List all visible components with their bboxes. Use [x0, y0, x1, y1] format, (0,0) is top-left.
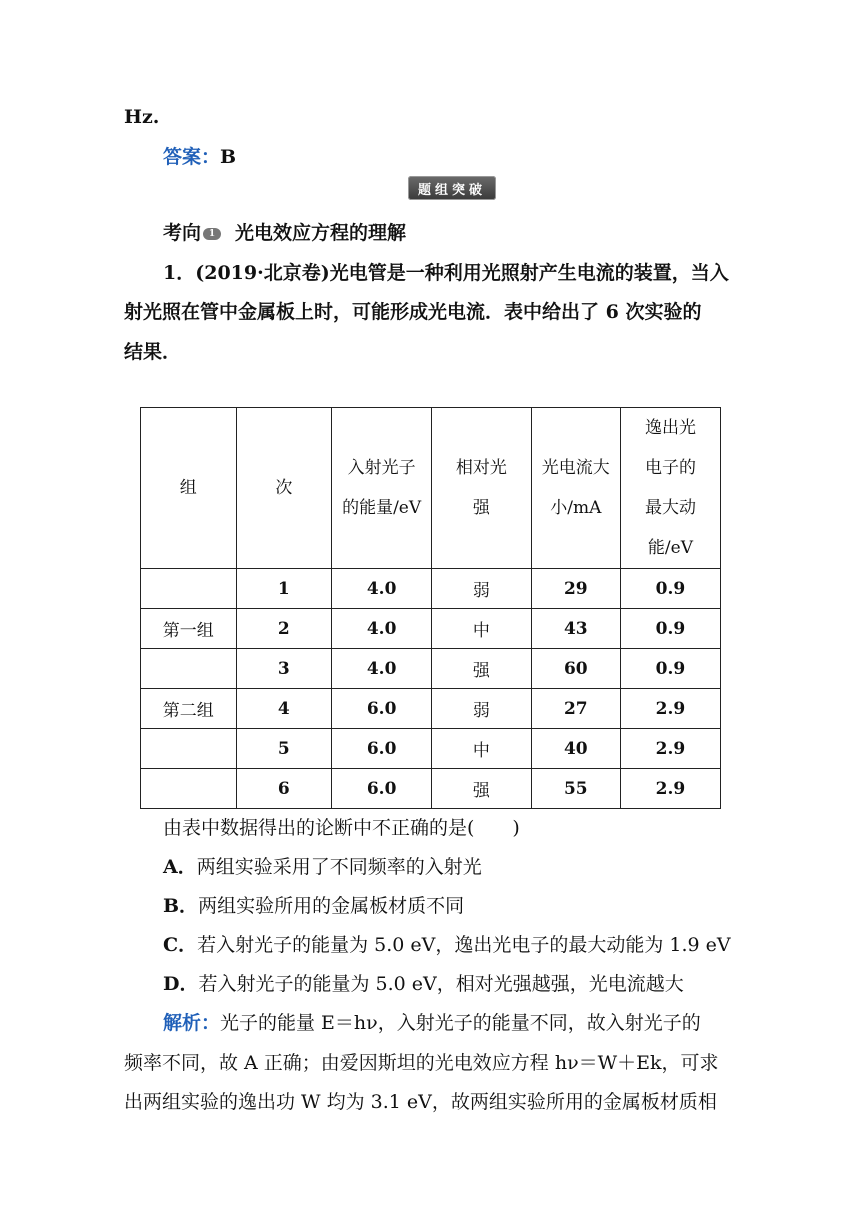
table-cell: 3 — [236, 649, 332, 689]
table-cell: 强 — [432, 649, 532, 689]
table-header-cell: 入射光子 的能量/eV — [332, 408, 432, 569]
intro-hz: Hz. — [124, 106, 160, 128]
table-cell: 40 — [531, 729, 620, 769]
table-cell: 弱 — [432, 689, 532, 729]
table-cell: 43 — [531, 609, 620, 649]
option-label: A． — [163, 856, 197, 878]
table-row — [141, 569, 721, 609]
table-cell: 4 — [236, 689, 332, 729]
table-header-cell: 光电流大 小/mA — [531, 408, 620, 569]
table-cell: 0.9 — [620, 649, 720, 689]
table-cell: 2 — [236, 609, 332, 649]
option-b — [163, 891, 464, 918]
table-cell — [141, 729, 237, 769]
topic-heading — [163, 218, 406, 245]
table-row — [141, 729, 721, 769]
table-header-cell: 组 — [141, 408, 237, 569]
table-cell — [141, 649, 237, 689]
table-cell: 中 — [432, 609, 532, 649]
table-cell: 中 — [432, 729, 532, 769]
table-cell: 6.0 — [332, 689, 432, 729]
table-header-cell: 次 — [236, 408, 332, 569]
question-line-3: 结果． — [124, 341, 182, 363]
table-row — [141, 689, 721, 729]
table-cell: 0.9 — [620, 569, 720, 609]
table-cell: 6.0 — [332, 729, 432, 769]
table-cell: 55 — [531, 769, 620, 809]
option-text: 若入射光子的能量为 5.0 eV，逸出光电子的最大动能为 1.9 eV — [197, 934, 731, 956]
table-cell: 5 — [236, 729, 332, 769]
table-cell: 2.9 — [620, 769, 720, 809]
topic-prefix: 考向 — [163, 222, 202, 244]
option-label: C． — [163, 934, 198, 956]
analysis-line-2: 频率不同，故 A 正确；由爱因斯坦的光电效应方程 hν＝W＋Ek，可求 — [124, 1052, 719, 1074]
answer-value: B — [220, 146, 237, 168]
table-header-cell: 逸出光 电子的 最大动 能/eV — [620, 408, 720, 569]
table-cell: 2.9 — [620, 729, 720, 769]
table-cell: 2.9 — [620, 689, 720, 729]
table-cell: 0.9 — [620, 609, 720, 649]
table-row — [141, 649, 721, 689]
table-header-cell: 相对光 强 — [432, 408, 532, 569]
question-source: (2019·北京卷) — [195, 262, 330, 284]
table-cell: 4.0 — [332, 649, 432, 689]
table-cell: 弱 — [432, 569, 532, 609]
section-badge: 题组突破 — [408, 176, 496, 200]
question-number: 1． — [163, 262, 196, 284]
table-row — [141, 769, 721, 809]
question-text-1: 光电管是一种利用光照射产生电流的装置，当入 — [329, 262, 729, 284]
question-stem: 由表中数据得出的论断中不正确的是( ) — [163, 817, 520, 839]
analysis-label: 解析： — [163, 1012, 221, 1034]
option-label: D． — [163, 973, 199, 995]
analysis-text-1: 光子的能量 E＝hν，入射光子的能量不同，故入射光子的 — [220, 1012, 701, 1034]
option-text: 若入射光子的能量为 5.0 eV，相对光强越强，光电流越大 — [198, 973, 684, 995]
option-text: 两组实验所用的金属板材质不同 — [198, 895, 465, 917]
table-cell: 6 — [236, 769, 332, 809]
topic-number-badge: 1 — [203, 228, 221, 240]
answer-line — [163, 142, 236, 169]
question-line-2: 射光照在管中金属板上时，可能形成光电流．表中给出了 6 次实验的 — [124, 301, 702, 323]
option-label: B． — [163, 895, 199, 917]
table-cell: 4.0 — [332, 609, 432, 649]
experiment-table — [140, 407, 721, 809]
table-cell: 强 — [432, 769, 532, 809]
table-cell: 6.0 — [332, 769, 432, 809]
table-cell: 第一组 — [141, 609, 237, 649]
table-cell — [141, 769, 237, 809]
question-line-1 — [163, 258, 729, 285]
analysis-line-1 — [163, 1008, 701, 1035]
option-text: 两组实验采用了不同频率的入射光 — [196, 856, 482, 878]
option-a — [163, 852, 482, 879]
table-cell: 第二组 — [141, 689, 237, 729]
topic-title: 光电效应方程的理解 — [235, 222, 407, 244]
option-c — [163, 930, 731, 957]
table-cell: 29 — [531, 569, 620, 609]
table-cell: 27 — [531, 689, 620, 729]
table-row — [141, 609, 721, 649]
table-cell: 4.0 — [332, 569, 432, 609]
option-d — [163, 969, 684, 996]
table-cell: 60 — [531, 649, 620, 689]
table-cell — [141, 569, 237, 609]
table-cell: 1 — [236, 569, 332, 609]
answer-label: 答案： — [163, 146, 221, 168]
analysis-line-3: 出两组实验的逸出功 W 均为 3.1 eV，故两组实验所用的金属板材质相 — [124, 1091, 717, 1113]
